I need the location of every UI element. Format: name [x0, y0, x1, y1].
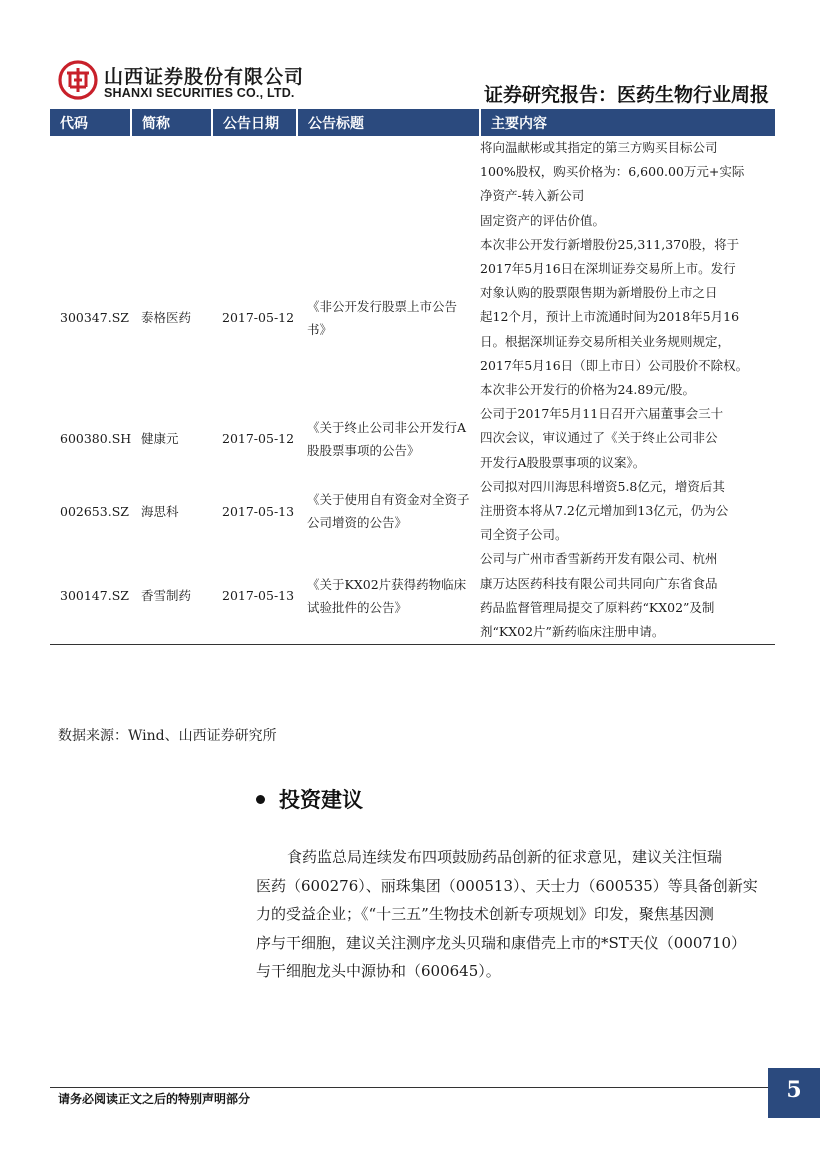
cell-title: 《非公开发行股票上市公告书》	[307, 298, 458, 337]
cell-date: 2017-05-12	[222, 431, 295, 447]
column-header-date: 公告日期	[212, 109, 297, 136]
cell-name: 海思科	[141, 503, 179, 519]
company-name-cn: 山西证券股份有限公司	[104, 66, 305, 88]
cell-title: 《关于KX02片获得药物临床试验批件的公告》	[297, 547, 480, 644]
cell-date: 2017-05-12	[222, 310, 295, 326]
footer-disclaimer: 请务必阅读正文之后的特别声明部分	[58, 1092, 251, 1106]
cell-name: 泰格医药	[141, 310, 192, 326]
page-number: 5	[768, 1068, 820, 1118]
announcements-table	[50, 109, 775, 645]
cell-name: 健康元	[141, 431, 179, 447]
cell-content: 公司拟对四川海思科增资5.8亿元，增资后其 注册资本将从7.2亿元增加到13亿元，仍为公 司全资子公司。	[480, 478, 729, 543]
bullet-icon	[256, 795, 265, 804]
cell-code: 300147.SZ	[50, 547, 131, 644]
cell-title: 《关于使用自有资金对全资子公司增资的公告》	[307, 492, 470, 531]
cell-code: 300347.SZ	[60, 310, 129, 326]
shanxi-securities-logo-icon	[58, 60, 98, 100]
cell-content: 公司于2017年5月11日召开六届董事会三十 四次会议，审议通过了《关于终止公司非公 开发行A股股票事项的议案》。	[480, 406, 724, 470]
cell-content: 公司与广州市香雪新药开发有限公司、杭州 康万达医药科技有限公司共同向广东省食品 药品监督管理局提交了原料药“KX02”及制 剂“KX02片”新药临床注册申请。	[480, 547, 775, 644]
section-heading-text: 投资建议	[279, 788, 363, 812]
cell-code: 600380.SH	[60, 431, 132, 447]
table-row	[50, 475, 775, 548]
table-row	[50, 547, 775, 644]
cell-code: 002653.SZ	[60, 503, 129, 519]
cell-title: 《关于终止公司非公开发行A股股票事项的公告》	[307, 419, 467, 458]
table-row	[50, 402, 775, 475]
column-header-content: 主要内容	[480, 109, 775, 136]
section-heading	[256, 784, 363, 814]
column-header-name: 简称	[131, 109, 212, 136]
cell-date: 2017-05-13	[212, 547, 297, 644]
column-header-title: 公告标题	[297, 109, 480, 136]
table-row-continued	[50, 136, 775, 233]
company-name-en: SHANXI SECURITIES CO., LTD.	[104, 86, 295, 100]
table-header-row	[50, 109, 775, 136]
cell-content: 将向温献彬或其指定的第三方购买目标公司 100%股权，购买价格为：6,600.00万元+实际 净资产-转入新公司 固定资产的评估价值。	[480, 140, 745, 228]
cell-name: 香雪制药	[131, 547, 212, 644]
investment-advice-paragraph: 食药监总局连续发布四项鼓励药品创新的征求意见，建议关注恒瑞 医药（600276）、丽珠集团（000513）、天士力（600535）等具备创新实 力的受益企业；《“十三五”生物技术创新专项规划》印发，聚焦基因测 序与干细胞，建议关注测序龙头贝瑞和康借壳上市的*ST天仪（000710） 与干细胞龙头中源协和（600645）。	[256, 848, 758, 980]
data-source-note: 数据来源：Wind、山西证券研究所	[58, 728, 277, 744]
cell-content: 本次非公开发行新增股份25,311,370股，将于 2017年5月16日在深圳证券交易所上市。发行 对象认购的股票限售期为新增股份上市之日 起12个月，预计上市流通时间为2018年5月16 日。根据深圳证券交易所相关业务规则规定， 2017年5月16日（即上市日）公司股价不除权。 本次非公开发行的价格为24.89元/股。	[480, 236, 749, 398]
table-row	[50, 233, 775, 402]
footer-divider	[50, 1087, 775, 1088]
column-header-code: 代码	[60, 115, 88, 132]
report-title: 证券研究报告：医药生物行业周报	[483, 84, 769, 106]
cell-date: 2017-05-13	[222, 503, 295, 519]
